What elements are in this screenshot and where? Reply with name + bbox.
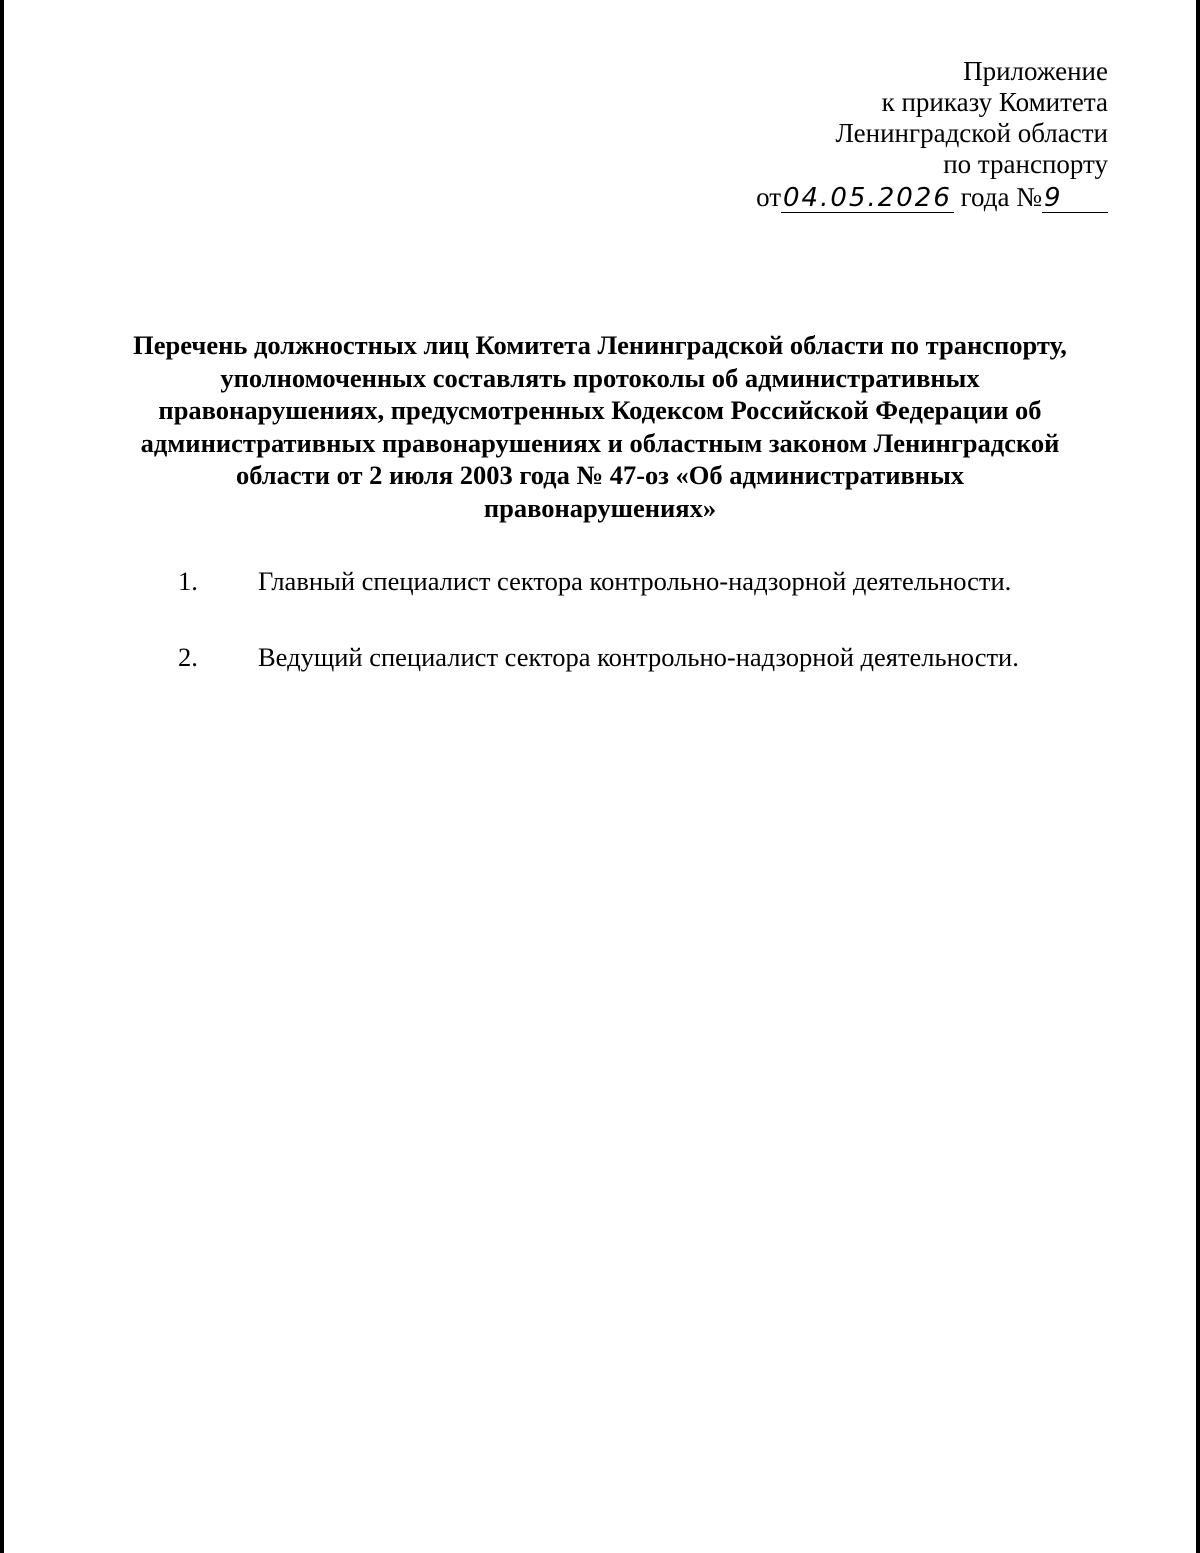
appendix-header	[688, 56, 1108, 213]
order-date-line	[688, 182, 1108, 213]
document-title: Перечень должностных лиц Комитета Ленинградской области по транспорту, уполномоченных составлять протоколы об административных правонарушениях, предусмотренных Кодексом Российской Федерации об административных правонарушениях и областным законом Ленинградской области от 2 июля 2003 года № 47-оз «Об административных правонарушениях»	[133, 330, 1067, 523]
officials-list	[178, 565, 1098, 717]
date-prefix: от	[756, 182, 782, 212]
date-suffix: года №	[960, 182, 1042, 212]
appendix-label: Приложение	[963, 56, 1108, 86]
region-name: Ленинградской области	[835, 118, 1108, 148]
list-item-text: Ведущий специалист сектора контрольно-надзорной деятельности.	[258, 642, 1019, 672]
scan-edge-left	[0, 0, 4, 1553]
committee-field: по транспорту	[943, 149, 1108, 179]
list-item	[178, 565, 1098, 597]
order-reference: к приказу Комитета	[881, 87, 1108, 117]
list-item-number: 1.	[178, 566, 198, 596]
list-item	[178, 641, 1098, 673]
list-item-text: Главный специалист сектора контрольно-надзорной деятельности.	[258, 566, 1012, 596]
handwritten-date: 04.05.2026	[783, 183, 952, 213]
list-item-number: 2.	[178, 642, 198, 672]
scan-edge-right	[1196, 0, 1200, 1553]
handwritten-order-number: 9	[1042, 184, 1108, 213]
